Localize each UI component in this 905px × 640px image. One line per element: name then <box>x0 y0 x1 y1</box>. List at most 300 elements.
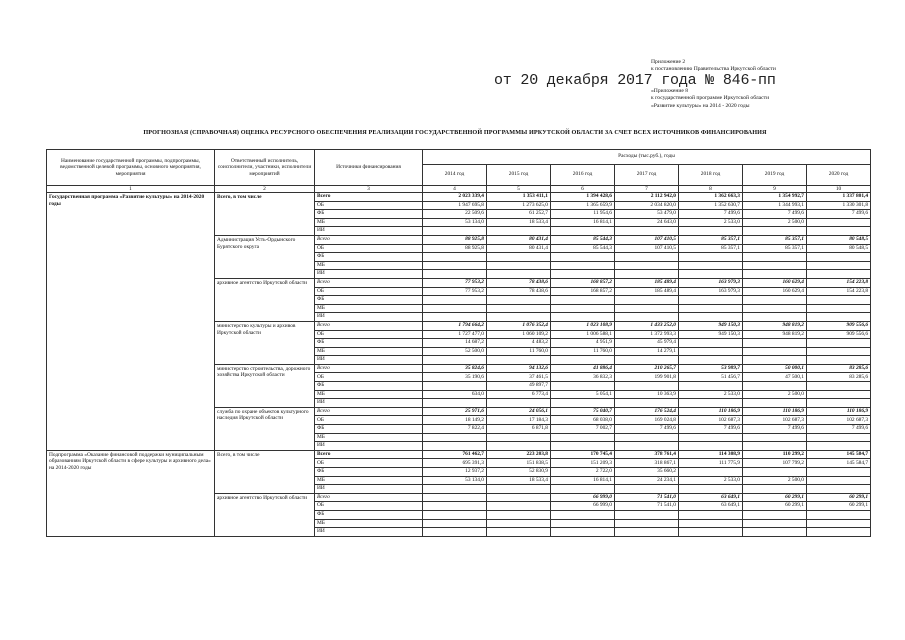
source-cell: ИИ <box>315 442 423 451</box>
value-cell: 2 023 339,4 <box>423 193 487 202</box>
source-cell: ОБ <box>315 330 423 339</box>
executor-cell: министерство строительства, дорожного хозяйства Иркутской области <box>215 364 315 407</box>
value-cell: 16 814,1 <box>551 476 615 485</box>
value-cell <box>679 433 743 442</box>
source-cell: ОБ <box>315 373 423 382</box>
value-cell <box>551 528 615 537</box>
year-header: 2014 год <box>423 165 487 186</box>
value-cell <box>551 304 615 313</box>
value-cell: 22 509,6 <box>423 210 487 219</box>
source-cell: ОБ <box>315 416 423 425</box>
value-cell: 6 773,4 <box>487 390 551 399</box>
value-cell: 50 000,1 <box>743 364 807 373</box>
value-cell <box>423 528 487 537</box>
value-cell <box>551 433 615 442</box>
value-cell: 7 499,6 <box>743 425 807 434</box>
value-cell <box>615 227 679 236</box>
year-header: 2016 год <box>551 165 615 186</box>
executor-cell: архивное агентство Иркутской области <box>215 493 315 536</box>
source-cell: ИИ <box>315 528 423 537</box>
value-cell <box>487 227 551 236</box>
value-cell: 94 132,6 <box>487 364 551 373</box>
value-cell: 52 500,0 <box>423 347 487 356</box>
value-cell <box>487 485 551 494</box>
value-cell: 6 871,8 <box>487 425 551 434</box>
funding-table <box>46 149 871 537</box>
value-cell: 77 953,2 <box>423 278 487 287</box>
value-cell: 154 223,8 <box>807 278 871 287</box>
value-cell: 45 979,4 <box>615 339 679 348</box>
value-cell: 10 363,9 <box>615 390 679 399</box>
value-cell: 7 499,6 <box>807 210 871 219</box>
value-cell <box>679 382 743 391</box>
value-cell <box>679 468 743 477</box>
value-cell: 168 857,2 <box>551 278 615 287</box>
value-cell <box>615 304 679 313</box>
value-cell: 12 937,2 <box>423 468 487 477</box>
value-cell: 77 953,2 <box>423 287 487 296</box>
value-cell: 634,0 <box>423 390 487 399</box>
value-cell <box>807 227 871 236</box>
source-cell: ИИ <box>315 356 423 365</box>
value-cell <box>615 382 679 391</box>
value-cell: 695 391,3 <box>423 459 487 468</box>
value-cell: 35 824,6 <box>423 364 487 373</box>
value-cell: 185 489,4 <box>615 287 679 296</box>
value-cell: 107 410,5 <box>615 244 679 253</box>
source-cell: МБ <box>315 519 423 528</box>
value-cell: 11 760,0 <box>551 347 615 356</box>
value-cell: 761 462,7 <box>423 450 487 459</box>
value-cell: 1 727 477,0 <box>423 330 487 339</box>
source-cell: ФБ <box>315 382 423 391</box>
value-cell <box>679 253 743 262</box>
value-cell <box>423 296 487 305</box>
decree-stamp: от 20 декабря 2017 года № 846-пп <box>494 72 776 89</box>
value-cell: 2 112 942,0 <box>615 193 679 202</box>
value-cell: 1 023 108,9 <box>551 321 615 330</box>
source-cell: МБ <box>315 218 423 227</box>
value-cell: 163 979,3 <box>679 287 743 296</box>
value-cell <box>487 313 551 322</box>
value-cell <box>807 261 871 270</box>
value-cell <box>807 356 871 365</box>
source-cell: Всего <box>315 493 423 502</box>
source-cell: МБ <box>315 433 423 442</box>
value-cell: 53 134,0 <box>423 218 487 227</box>
value-cell <box>743 510 807 519</box>
value-cell <box>487 304 551 313</box>
source-cell: МБ <box>315 304 423 313</box>
value-cell: 85 357,1 <box>679 244 743 253</box>
value-cell <box>807 485 871 494</box>
value-cell <box>423 313 487 322</box>
value-cell <box>807 270 871 279</box>
value-cell <box>807 339 871 348</box>
source-cell: ИИ <box>315 313 423 322</box>
value-cell <box>743 296 807 305</box>
value-cell: 83 285,6 <box>807 373 871 382</box>
value-cell <box>807 296 871 305</box>
value-cell <box>743 313 807 322</box>
value-cell <box>615 313 679 322</box>
value-cell <box>743 339 807 348</box>
source-cell: Всего <box>315 235 423 244</box>
appendix8-line-1: «Приложение 8 <box>651 87 689 94</box>
value-cell <box>743 485 807 494</box>
value-cell <box>551 253 615 262</box>
value-cell: 154 223,8 <box>807 287 871 296</box>
value-cell: 47 500,1 <box>743 373 807 382</box>
value-cell <box>487 502 551 511</box>
value-cell: 163 979,3 <box>679 278 743 287</box>
source-cell: ОБ <box>315 459 423 468</box>
value-cell <box>615 442 679 451</box>
value-cell: 35 190,6 <box>423 373 487 382</box>
executor-cell: Всего, в том числе <box>215 450 315 493</box>
value-cell: 1 344 993,1 <box>743 201 807 210</box>
value-cell: 145 584,7 <box>807 459 871 468</box>
executor-cell: служба по охране объектов культурного наследия Иркутской области <box>215 407 315 450</box>
value-cell <box>807 519 871 528</box>
value-cell <box>679 485 743 494</box>
value-cell <box>551 442 615 451</box>
executor-cell: Администрация Усть-Ордынского Бурятского округа <box>215 235 315 278</box>
value-cell <box>743 468 807 477</box>
value-cell <box>679 528 743 537</box>
value-cell: 49 897,7 <box>487 382 551 391</box>
value-cell: 948 819,2 <box>743 330 807 339</box>
value-cell <box>487 270 551 279</box>
value-cell: 18 149,2 <box>423 416 487 425</box>
source-cell: ФБ <box>315 510 423 519</box>
value-cell <box>423 433 487 442</box>
value-cell <box>487 356 551 365</box>
source-cell: Всего <box>315 278 423 287</box>
value-cell <box>743 399 807 408</box>
value-cell <box>679 304 743 313</box>
source-cell: Всего <box>315 321 423 330</box>
value-cell: 11 760,0 <box>487 347 551 356</box>
value-cell <box>679 442 743 451</box>
appendix8-line-2: к государственной программе Иркутской области <box>651 95 770 102</box>
value-cell <box>807 468 871 477</box>
source-cell: МБ <box>315 261 423 270</box>
value-cell: 61 252,7 <box>487 210 551 219</box>
value-cell <box>615 356 679 365</box>
value-cell: 53 134,0 <box>423 476 487 485</box>
value-cell: 25 971,6 <box>423 407 487 416</box>
value-cell <box>743 442 807 451</box>
value-cell: 160 629,4 <box>743 278 807 287</box>
value-cell: 24 056,1 <box>487 407 551 416</box>
value-cell: 85 544,3 <box>551 244 615 253</box>
value-cell: 1 354 992,7 <box>743 193 807 202</box>
value-cell <box>551 270 615 279</box>
value-cell: 18 533,4 <box>487 476 551 485</box>
table-row <box>47 193 871 202</box>
source-cell: МБ <box>315 476 423 485</box>
value-cell: 111 775,9 <box>679 459 743 468</box>
value-cell: 378 761,4 <box>615 450 679 459</box>
value-cell <box>807 390 871 399</box>
value-cell <box>807 347 871 356</box>
column-index: 7 <box>615 186 679 193</box>
value-cell <box>679 347 743 356</box>
value-cell <box>487 493 551 502</box>
source-cell: ФБ <box>315 425 423 434</box>
value-cell: 169 024,8 <box>615 416 679 425</box>
value-cell <box>679 227 743 236</box>
value-cell: 71 541,0 <box>615 502 679 511</box>
column-index: 6 <box>551 186 615 193</box>
value-cell <box>423 519 487 528</box>
value-cell: 78 438,6 <box>487 278 551 287</box>
value-cell: 1 362 663,3 <box>679 193 743 202</box>
value-cell: 4 951,9 <box>551 339 615 348</box>
source-cell: ОБ <box>315 502 423 511</box>
value-cell <box>487 399 551 408</box>
value-cell: 2 500,0 <box>743 476 807 485</box>
value-cell: 41 886,4 <box>551 364 615 373</box>
value-cell <box>487 261 551 270</box>
source-cell: ФБ <box>315 468 423 477</box>
value-cell: 1 060 109,2 <box>487 330 551 339</box>
value-cell: 1 353 411,1 <box>487 193 551 202</box>
source-cell: ОБ <box>315 244 423 253</box>
value-cell <box>743 304 807 313</box>
value-cell <box>551 485 615 494</box>
value-cell: 107 799,2 <box>743 459 807 468</box>
value-cell <box>423 399 487 408</box>
value-cell <box>487 253 551 262</box>
value-cell: 24 234,1 <box>615 476 679 485</box>
appendix-line-1: Приложение 2 <box>651 59 686 65</box>
value-cell: 170 745,4 <box>551 450 615 459</box>
value-cell: 5 054,1 <box>551 390 615 399</box>
value-cell <box>807 313 871 322</box>
value-cell <box>423 382 487 391</box>
value-cell <box>679 296 743 305</box>
value-cell <box>487 528 551 537</box>
value-cell <box>551 313 615 322</box>
value-cell <box>743 433 807 442</box>
value-cell <box>487 433 551 442</box>
value-cell: 199 901,8 <box>615 373 679 382</box>
table-row <box>47 450 871 459</box>
value-cell <box>679 313 743 322</box>
value-cell: 110 299,2 <box>743 450 807 459</box>
value-cell <box>807 528 871 537</box>
value-cell <box>551 382 615 391</box>
value-cell: 14 687,2 <box>423 339 487 348</box>
value-cell <box>743 356 807 365</box>
value-cell: 88 925,8 <box>423 235 487 244</box>
value-cell <box>679 339 743 348</box>
value-cell <box>487 510 551 519</box>
value-cell: 949 150,3 <box>679 321 743 330</box>
value-cell <box>423 270 487 279</box>
value-cell <box>423 261 487 270</box>
value-cell: 110 186,9 <box>807 407 871 416</box>
value-cell <box>615 399 679 408</box>
value-cell <box>615 270 679 279</box>
value-cell: 78 438,6 <box>487 287 551 296</box>
value-cell: 318 867,1 <box>615 459 679 468</box>
source-cell: ФБ <box>315 253 423 262</box>
value-cell: 63 649,1 <box>679 502 743 511</box>
value-cell <box>423 356 487 365</box>
column-index: 1 <box>47 186 215 193</box>
value-cell <box>807 304 871 313</box>
value-cell: 1 337 801,4 <box>807 193 871 202</box>
value-cell: 176 524,4 <box>615 407 679 416</box>
value-cell: 18 533,4 <box>487 218 551 227</box>
value-cell: 2 533,0 <box>679 390 743 399</box>
value-cell: 7 499,6 <box>615 425 679 434</box>
value-cell <box>423 442 487 451</box>
value-cell <box>423 493 487 502</box>
value-cell: 7 499,6 <box>743 210 807 219</box>
value-cell: 80 548,5 <box>807 235 871 244</box>
value-cell: 7 822,4 <box>423 425 487 434</box>
value-cell: 60 299,1 <box>743 493 807 502</box>
value-cell: 24 643,0 <box>615 218 679 227</box>
value-cell: 2 533,0 <box>679 476 743 485</box>
value-cell: 102 687,3 <box>679 416 743 425</box>
value-cell: 85 544,3 <box>551 235 615 244</box>
value-cell <box>743 270 807 279</box>
value-cell <box>615 519 679 528</box>
value-cell: 37 461,5 <box>487 373 551 382</box>
value-cell <box>615 528 679 537</box>
value-cell <box>423 227 487 236</box>
value-cell <box>423 510 487 519</box>
value-cell <box>551 356 615 365</box>
value-cell: 909 556,6 <box>807 321 871 330</box>
value-cell <box>423 485 487 494</box>
value-cell: 63 649,1 <box>679 493 743 502</box>
value-cell: 223 203,8 <box>487 450 551 459</box>
value-cell <box>615 253 679 262</box>
value-cell: 2 034 820,0 <box>615 201 679 210</box>
value-cell: 160 629,4 <box>743 287 807 296</box>
value-cell: 16 814,1 <box>551 218 615 227</box>
value-cell <box>423 253 487 262</box>
value-cell <box>615 485 679 494</box>
value-cell: 66 999,0 <box>551 502 615 511</box>
value-cell: 1 394 428,6 <box>551 193 615 202</box>
value-cell <box>807 476 871 485</box>
executor-cell: министерство культуры и архивов Иркутской области <box>215 321 315 364</box>
value-cell: 1 273 625,0 <box>487 201 551 210</box>
value-cell: 60 299,1 <box>807 502 871 511</box>
value-cell <box>743 253 807 262</box>
source-cell: ИИ <box>315 270 423 279</box>
value-cell <box>807 510 871 519</box>
value-cell: 210 265,7 <box>615 364 679 373</box>
col-header-program: Наименование государственной программы, подпрограммы, ведомственной целевой программы, основного мероприятия, мероприятия <box>47 150 215 186</box>
value-cell <box>743 528 807 537</box>
value-cell <box>807 253 871 262</box>
value-cell <box>487 296 551 305</box>
value-cell: 7 499,6 <box>807 425 871 434</box>
value-cell: 4 483,2 <box>487 339 551 348</box>
value-cell: 88 925,8 <box>423 244 487 253</box>
value-cell <box>487 519 551 528</box>
value-cell <box>551 227 615 236</box>
column-index: 9 <box>743 186 807 193</box>
value-cell: 53 479,0 <box>615 210 679 219</box>
value-cell: 7 499,6 <box>679 425 743 434</box>
value-cell: 11 954,6 <box>551 210 615 219</box>
source-cell: ОБ <box>315 287 423 296</box>
value-cell: 151 838,5 <box>487 459 551 468</box>
column-index: 8 <box>679 186 743 193</box>
value-cell: 68 038,0 <box>551 416 615 425</box>
col-header-expenses: Расходы (тыс.руб.), годы <box>423 150 871 165</box>
value-cell: 80 548,5 <box>807 244 871 253</box>
value-cell <box>487 442 551 451</box>
column-index: 2 <box>215 186 315 193</box>
value-cell: 14 279,1 <box>615 347 679 356</box>
value-cell: 71 541,0 <box>615 493 679 502</box>
year-header: 2018 год <box>679 165 743 186</box>
source-cell: МБ <box>315 390 423 399</box>
value-cell <box>743 227 807 236</box>
source-cell: ИИ <box>315 227 423 236</box>
value-cell: 1 076 352,4 <box>487 321 551 330</box>
appendix-line-2: к постановлению Правительства Иркутской области <box>651 66 776 73</box>
program-name-cell: Подпрограмма «Оказание финансовой поддержки муниципальным образованиям Иркутской области в сфере культуры и архивного дела» на 2014-2020 годы <box>47 450 215 536</box>
value-cell: 110 186,9 <box>743 407 807 416</box>
col-header-source: Источники финансирования <box>315 150 423 186</box>
value-cell: 2 500,0 <box>743 218 807 227</box>
appendix8-line-3: «Развитие культуры» на 2014 - 2020 годы <box>651 102 750 109</box>
source-cell: Всего <box>315 450 423 459</box>
source-cell: Всего <box>315 193 423 202</box>
value-cell: 2 500,0 <box>743 390 807 399</box>
value-cell <box>615 510 679 519</box>
value-cell: 85 357,1 <box>679 235 743 244</box>
value-cell: 949 150,3 <box>679 330 743 339</box>
value-cell: 102 687,3 <box>743 416 807 425</box>
source-cell: ФБ <box>315 339 423 348</box>
value-cell: 17 184,3 <box>487 416 551 425</box>
value-cell: 60 299,1 <box>807 493 871 502</box>
col-header-executor: Ответственный исполнитель, соисполнители, участники, исполнители мероприятий <box>215 150 315 186</box>
value-cell <box>423 502 487 511</box>
value-cell <box>743 347 807 356</box>
value-cell: 909 556,6 <box>807 330 871 339</box>
value-cell <box>807 382 871 391</box>
value-cell <box>743 519 807 528</box>
value-cell <box>679 519 743 528</box>
value-cell <box>551 399 615 408</box>
value-cell <box>807 433 871 442</box>
source-cell: ИИ <box>315 399 423 408</box>
executor-cell: Всего, в том числе <box>215 193 315 236</box>
value-cell: 151 209,3 <box>551 459 615 468</box>
value-cell: 948 819,2 <box>743 321 807 330</box>
value-cell: 168 857,2 <box>551 287 615 296</box>
value-cell <box>743 261 807 270</box>
value-cell: 1 947 695,8 <box>423 201 487 210</box>
value-cell: 1 433 252,0 <box>615 321 679 330</box>
source-cell: ФБ <box>315 296 423 305</box>
value-cell: 66 999,0 <box>551 493 615 502</box>
source-cell: ФБ <box>315 210 423 219</box>
